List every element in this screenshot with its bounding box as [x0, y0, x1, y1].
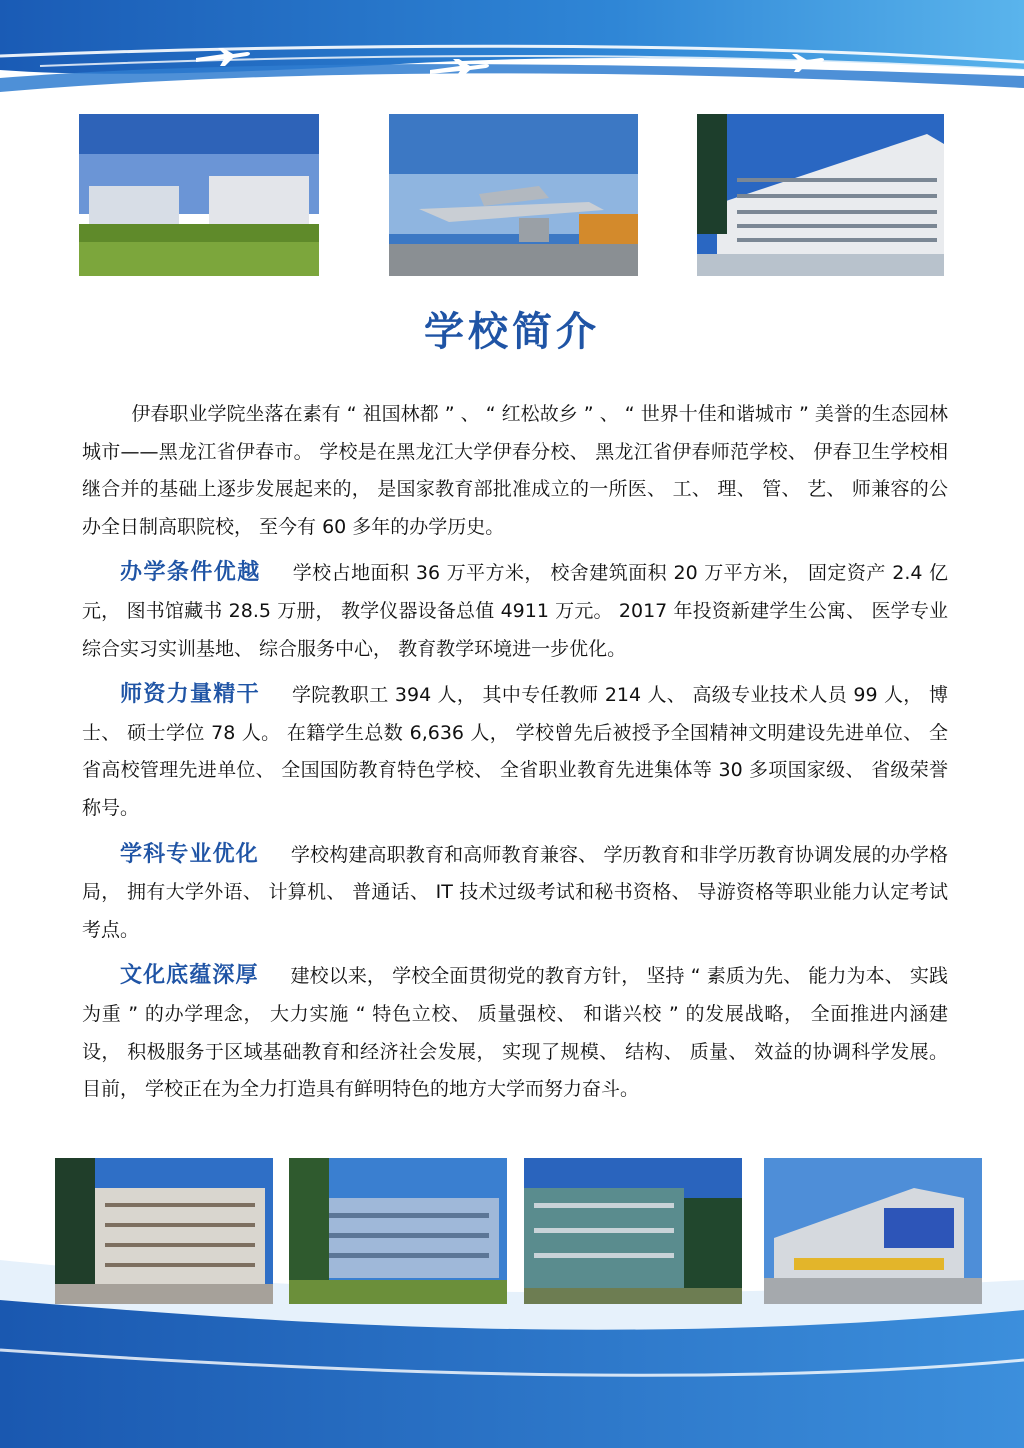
section-heading: 文化底蕴深厚	[120, 963, 259, 989]
section-text: 学校占地面积 36 万平方米， 校舍建筑面积 20 万平方米， 固定资产 2.4 亿元， 图书馆藏书 28.5 万册， 教学仪器设备总值 4911 万元。 2017 年投资新建学生公寓、 医学专业综合实习实训基地、 综合服务中心， 教育教学环境进一步优化。	[82, 562, 948, 660]
section-text: 学院教职工 394 人， 其中专任教师 214 人、 高级专业技术人员 99 人， 博士、 硕士学位 78 人。 在籍学生总数 6,636 人， 学校曾先后被授予全国精神文明建设先进单位、 全省高校管理先进单位、 全国国防教育特色学校、 全省职业教育先进集体等 30 多项国家级、 省级荣誉称号。	[82, 684, 948, 819]
article-body	[82, 396, 948, 1117]
campus-photo-bottom-3	[524, 1158, 742, 1304]
section-paragraph	[82, 836, 948, 950]
section-paragraph	[82, 957, 948, 1108]
header-banner	[0, 0, 1024, 100]
campus-photo-lawn	[79, 114, 319, 276]
section-heading: 师资力量精干	[120, 682, 260, 708]
section-text: 学校构建高职教育和高师教育兼容、 学历教育和非学历教育协调发展的办学格局， 拥有大学外语、 计算机、 普通话、 IT 技术过级考试和秘书资格、 导游资格等职业能力认定考试考点。	[82, 843, 948, 941]
section-heading: 学科专业优化	[120, 841, 259, 867]
section-paragraph	[82, 554, 948, 668]
page-title: 学校简介	[424, 309, 600, 355]
intro-paragraph: 伊春职业学院坐落在素有 “ 祖国林都 ” 、 “ 红松故乡 ” 、 “ 世界十佳和谐城市 ” 美誉的生态园林城市——黑龙江省伊春市。 学校是在黑龙江大学伊春分校、 黑龙江省伊春师范学校、 伊春卫生学校相继合并的基础上逐步发展起来的， 是国家教育部批准成立的一所医、 工、 理、 管、 艺、 师兼容的公办全日制高职院校， 至今有 60 多年的办学历史。	[82, 403, 948, 538]
campus-photo-aircraft	[389, 114, 638, 276]
campus-photo-bottom-1	[55, 1158, 273, 1304]
campus-photo-bottom-4	[764, 1158, 982, 1304]
campus-photo-building	[697, 114, 944, 276]
section-heading: 办学条件优越	[120, 560, 261, 586]
campus-photo-bottom-2	[289, 1158, 507, 1304]
section-text: 建校以来， 学校全面贯彻党的教育方针， 坚持 “ 素质为先、 能力为本、 实践为重 ” 的办学理念， 大力实施 “ 特色立校、 质量强校、 和谐兴校 ” 的发展战略， 全面推进内涵建设， 积极服务于区域基础教育和经济社会发展， 实现了规模、 结构、 质量、 效益的协调科学发展。 目前， 学校正在为全力打造具有鲜明特色的地方大学而努力奋斗。	[82, 965, 948, 1101]
section-paragraph	[82, 676, 948, 827]
